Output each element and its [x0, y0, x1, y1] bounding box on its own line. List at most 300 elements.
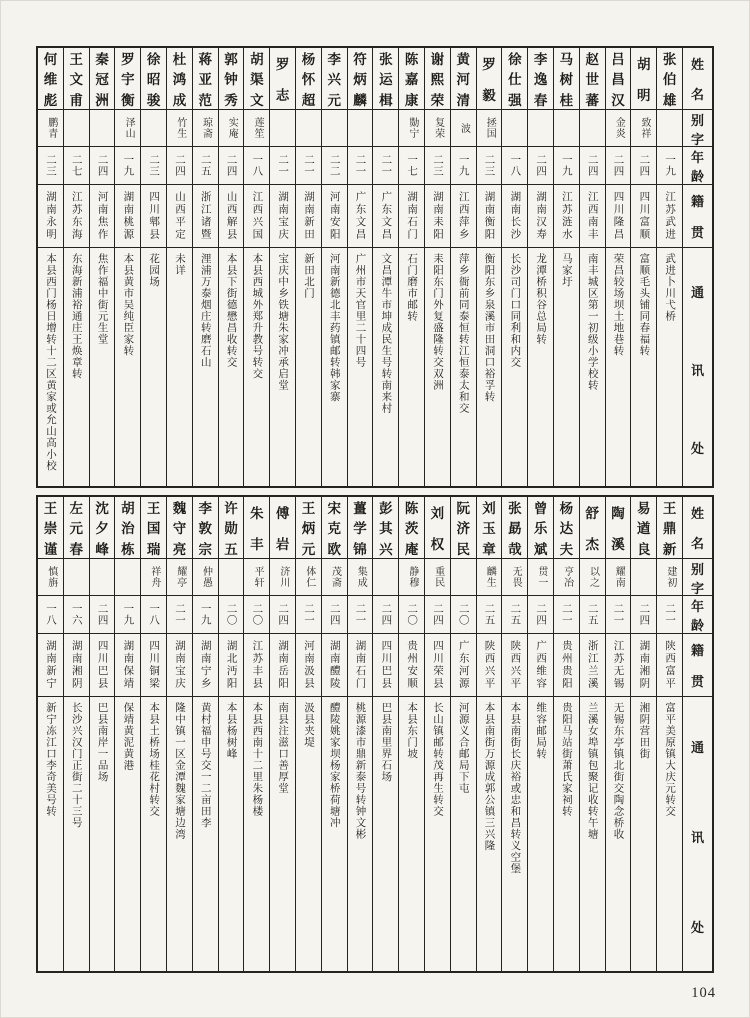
- person-column: [347, 497, 373, 971]
- name-cell-text: 王 炳 元: [301, 501, 316, 557]
- address-cell-text: 本县西门杨日增转十二区黄家或允山高小校: [44, 253, 56, 472]
- native-cell: [528, 185, 553, 248]
- address-cell: [270, 248, 295, 486]
- native-cell: [477, 634, 502, 697]
- address-cell-text: 巴县南岸一品场: [96, 702, 108, 783]
- header-address: [683, 248, 712, 486]
- address-cell-text: 本县东门坡: [406, 702, 418, 760]
- zi-cell: [399, 559, 424, 596]
- name-cell: [657, 48, 682, 110]
- age-cell-text: 二三: [148, 154, 160, 177]
- zi-cell: [219, 559, 244, 596]
- native-cell-text: 浙江兰溪: [586, 640, 598, 690]
- name-cell: [502, 48, 527, 110]
- native-cell: [64, 185, 89, 248]
- person-column: [243, 497, 269, 971]
- zi-cell: [141, 559, 166, 596]
- age-cell: [115, 147, 140, 185]
- address-cell-text: 文昌潭牛市坤成民生号转南来村: [380, 253, 392, 414]
- age-cell: [244, 596, 269, 634]
- age-cell-text: 一八: [509, 154, 521, 177]
- native-cell: [373, 185, 398, 248]
- native-cell-text: 江苏无锡: [612, 640, 624, 690]
- name-cell: [657, 497, 682, 559]
- age-cell-text: 一八: [251, 154, 263, 177]
- age-cell-text: 一九: [122, 603, 134, 626]
- address-cell: [219, 248, 244, 486]
- name-cell: [296, 497, 321, 559]
- zi-cell: [167, 110, 192, 147]
- header-address-text: 通 讯 处: [690, 740, 704, 935]
- zi-cell: [348, 110, 373, 147]
- native-cell: [606, 185, 631, 248]
- native-cell: [451, 634, 476, 697]
- person-column: [553, 48, 579, 486]
- native-cell-text: 湖南新田: [302, 191, 314, 241]
- address-cell-text: 本县西城外郑升教号转交: [251, 253, 263, 380]
- native-cell-text: 四川隆昌: [612, 191, 624, 241]
- name-cell-text: 朱 丰: [250, 506, 264, 552]
- address-cell-text: 焦作福中街元生堂: [96, 253, 108, 345]
- age-cell: [606, 147, 631, 185]
- zi-cell-text: 平轩: [252, 566, 264, 588]
- zi-cell-text: 泽山: [123, 117, 135, 139]
- name-cell-text: 胡 治 栋: [121, 501, 135, 557]
- header-zi: [683, 110, 712, 147]
- age-cell: [554, 596, 579, 634]
- age-cell-text: 二一: [612, 603, 624, 626]
- age-cell: [580, 596, 605, 634]
- address-cell-text: 巴县南里界石场: [380, 702, 392, 783]
- age-cell: [322, 147, 347, 185]
- person-column: [321, 48, 347, 486]
- native-cell: [270, 634, 295, 697]
- age-cell-text: 二四: [328, 603, 340, 626]
- zi-cell-text: 体仁: [303, 566, 315, 588]
- person-column: [38, 497, 63, 971]
- native-cell-text: 广东文昌: [380, 191, 392, 241]
- header-zi-text: 别 字: [690, 113, 704, 147]
- name-cell-text: 赵 世 蕃: [585, 52, 599, 108]
- age-cell-text: 一九: [457, 154, 469, 177]
- person-column: [527, 497, 553, 971]
- native-cell: [90, 185, 115, 248]
- name-cell: [477, 48, 502, 110]
- name-cell: [631, 48, 656, 110]
- name-cell: [193, 497, 218, 559]
- address-cell: [425, 248, 450, 486]
- address-cell: [477, 697, 502, 971]
- zi-cell: [322, 110, 347, 147]
- address-cell-text: 耒阳东门外复盛隆转交双洲: [431, 253, 443, 391]
- address-cell: [270, 697, 295, 971]
- age-cell-text: 二三: [44, 154, 56, 177]
- zi-cell: [606, 110, 631, 147]
- address-cell-text: 隆中镇一区金潭魏家塘边湾: [173, 702, 185, 840]
- native-cell: [322, 185, 347, 248]
- address-cell: [141, 697, 166, 971]
- native-cell-text: 湖南汉寿: [535, 191, 547, 241]
- address-cell: [244, 248, 269, 486]
- name-cell: [606, 497, 631, 559]
- zi-cell-text: 拯国: [484, 117, 496, 139]
- name-cell-text: 罗 志: [275, 57, 290, 103]
- age-cell-text: 二四: [380, 603, 392, 626]
- native-cell: [115, 634, 140, 697]
- person-column: [605, 48, 631, 486]
- address-cell-text: 南丰城区第一初级小学校转: [586, 253, 598, 391]
- name-cell: [90, 48, 115, 110]
- address-cell: [580, 697, 605, 971]
- address-cell-text: 本县杨树峰: [225, 702, 237, 760]
- age-cell: [90, 596, 115, 634]
- age-cell: [90, 147, 115, 185]
- zi-cell: [606, 559, 631, 596]
- age-cell: [141, 147, 166, 185]
- native-cell: [348, 634, 373, 697]
- name-cell-text: 许 勋 五: [224, 501, 238, 557]
- zi-cell-text: 亨冶: [561, 566, 573, 588]
- native-cell-text: 四川铜梁: [148, 640, 160, 690]
- person-column: [295, 497, 321, 971]
- age-cell-text: 二四: [173, 154, 185, 177]
- age-cell-text: 一九: [560, 154, 572, 177]
- age-cell: [554, 147, 579, 185]
- name-cell-text: 符 炳 麟: [353, 52, 367, 108]
- age-cell: [477, 147, 502, 185]
- age-cell-text: 二〇: [225, 603, 237, 626]
- age-cell: [115, 596, 140, 634]
- age-cell: [502, 147, 527, 185]
- native-cell: [38, 185, 63, 248]
- person-column: [501, 497, 527, 971]
- age-cell-text: 一七: [406, 154, 418, 177]
- age-cell: [528, 596, 553, 634]
- person-column: [527, 48, 553, 486]
- native-cell: [425, 634, 450, 697]
- page-content: [36, 46, 714, 973]
- age-cell-text: 二四: [535, 154, 547, 177]
- zi-cell: [451, 559, 476, 596]
- header-name-text: 姓 名: [690, 56, 704, 103]
- person-column: [450, 497, 476, 971]
- name-cell: [38, 48, 63, 110]
- name-cell: [528, 48, 553, 110]
- person-column: [89, 48, 115, 486]
- address-cell-text: 醴陵姚家坝杨家桥荷塘冲: [328, 702, 340, 829]
- name-cell: [115, 48, 140, 110]
- person-column: [501, 48, 527, 486]
- name-cell: [554, 497, 579, 559]
- name-cell: [502, 497, 527, 559]
- person-column: [347, 48, 373, 486]
- address-cell: [38, 697, 63, 971]
- age-cell: [270, 596, 295, 634]
- person-column: [140, 497, 166, 971]
- name-cell: [425, 497, 450, 559]
- address-cell: [606, 248, 631, 486]
- name-cell: [399, 497, 424, 559]
- person-column: [192, 48, 218, 486]
- name-cell-text: 徐 昭 骏: [146, 52, 161, 108]
- native-cell-text: 四川郫县: [148, 191, 160, 241]
- address-cell-text: 本县下街德懋昌收转交: [225, 253, 237, 368]
- native-cell-text: 山西解县: [225, 191, 237, 241]
- zi-cell: [502, 110, 527, 147]
- name-cell: [64, 48, 89, 110]
- address-cell: [90, 248, 115, 486]
- native-cell-text: 湖南衡阳: [483, 191, 495, 241]
- native-cell: [115, 185, 140, 248]
- zi-cell: [193, 559, 218, 596]
- native-cell: [528, 634, 553, 697]
- name-cell-text: 马 树 桂: [559, 52, 574, 108]
- address-cell: [244, 697, 269, 971]
- age-cell-text: 二四: [225, 154, 237, 177]
- native-cell-text: 江苏涟水: [560, 191, 572, 241]
- age-cell: [219, 596, 244, 634]
- address-cell: [631, 248, 656, 486]
- zi-cell: [270, 559, 295, 596]
- zi-cell: [425, 110, 450, 147]
- person-column: [114, 48, 140, 486]
- name-cell-text: 杨 怀 超: [301, 52, 316, 108]
- zi-cell-text: 麟生: [484, 566, 496, 588]
- address-cell-text: 石门磨市邮转: [406, 253, 418, 322]
- age-cell-text: 二四: [612, 154, 624, 177]
- native-cell-text: 湖南宝庆: [173, 640, 185, 690]
- name-cell: [477, 497, 502, 559]
- native-cell-text: 河南汲县: [302, 640, 314, 690]
- age-cell-text: 二四: [96, 603, 108, 626]
- native-cell: [296, 185, 321, 248]
- native-cell: [322, 634, 347, 697]
- native-cell: [657, 185, 682, 248]
- address-cell-text: 湘阴营田街: [638, 702, 650, 760]
- address-cell: [451, 248, 476, 486]
- zi-cell: [657, 559, 682, 596]
- zi-cell-text: 琼斋: [200, 117, 212, 139]
- address-cell: [90, 697, 115, 971]
- native-cell-text: 湖南湘阴: [70, 640, 82, 690]
- age-cell: [606, 596, 631, 634]
- native-cell-text: 陕西富平: [664, 640, 676, 690]
- zi-cell: [580, 559, 605, 596]
- native-cell: [554, 185, 579, 248]
- native-cell: [580, 185, 605, 248]
- name-cell-text: 宋 克 欧: [327, 501, 341, 557]
- address-cell-text: 宝庆中乡铁塘朱家冲承启堂: [277, 253, 289, 391]
- age-cell: [477, 596, 502, 634]
- zi-cell: [115, 559, 140, 596]
- age-cell-text: 二一: [354, 154, 366, 177]
- age-cell: [425, 596, 450, 634]
- age-cell-text: 一九: [122, 154, 134, 177]
- age-cell: [141, 596, 166, 634]
- zi-cell: [373, 559, 398, 596]
- age-cell-text: 二四: [535, 603, 547, 626]
- address-cell-text: 龙潭桥积谷总局转: [535, 253, 547, 345]
- header-address-text: 通 讯 处: [690, 285, 704, 456]
- name-cell-text: 王 鼎 新: [662, 501, 677, 557]
- address-cell: [554, 248, 579, 486]
- name-cell-text: 张 伯 雄: [662, 52, 677, 108]
- zi-cell: [219, 110, 244, 147]
- age-cell-text: 二七: [70, 154, 82, 177]
- name-cell-text: 王 文 甫: [69, 52, 84, 108]
- address-cell: [38, 248, 63, 486]
- age-cell-text: 二五: [586, 603, 598, 626]
- name-cell: [373, 48, 398, 110]
- address-cell-text: 马家圩: [560, 253, 572, 288]
- age-cell-text: 二四: [277, 603, 289, 626]
- native-cell: [348, 185, 373, 248]
- name-cell: [244, 48, 269, 110]
- age-cell: [348, 147, 373, 185]
- native-cell-text: 江苏武进: [664, 191, 676, 241]
- zi-cell: [90, 110, 115, 147]
- age-cell-text: 二三: [483, 154, 495, 177]
- age-cell-text: 二一: [173, 603, 185, 626]
- header-zi-text: 别 字: [690, 562, 704, 596]
- name-cell: [399, 48, 424, 110]
- native-cell-text: 湖南石门: [406, 191, 418, 241]
- native-cell-text: 陕西兴平: [509, 640, 521, 690]
- zi-cell-text: 静穆: [406, 566, 418, 588]
- zi-cell: [554, 110, 579, 147]
- age-cell: [64, 147, 89, 185]
- zi-cell-text: 耀亭: [174, 566, 186, 588]
- name-cell-text: 杨 达 夫: [559, 501, 574, 557]
- zi-cell-text: 济川: [277, 566, 289, 588]
- address-cell-text: 贵阳马站街萧氏家祠转: [560, 702, 572, 817]
- native-cell: [193, 185, 218, 248]
- age-cell-text: 二四: [638, 154, 650, 177]
- person-column: [579, 497, 605, 971]
- zi-cell-text: 竹生: [174, 117, 186, 139]
- native-cell: [38, 634, 63, 697]
- name-cell: [296, 48, 321, 110]
- address-cell: [167, 248, 192, 486]
- name-cell-text: 王 崇 谨: [43, 501, 58, 557]
- native-cell: [193, 634, 218, 697]
- name-cell: [244, 497, 269, 559]
- name-cell-text: 王 国 瑞: [146, 501, 161, 557]
- address-cell-text: 保靖黄泥黄港: [122, 702, 134, 771]
- address-cell: [167, 697, 192, 971]
- address-cell: [322, 697, 347, 971]
- person-column: [166, 497, 192, 971]
- name-cell-text: 陈 茨 庵: [404, 501, 419, 557]
- age-cell: [244, 147, 269, 185]
- address-cell-text: 河南新德北丰药镇邮转韩家寨: [328, 253, 340, 403]
- address-cell-text: 长沙兴汉门正街二十三号: [70, 702, 82, 829]
- zi-cell-text: 建初: [664, 566, 676, 588]
- native-cell-text: 四川荣县: [431, 640, 443, 690]
- address-cell: [425, 697, 450, 971]
- native-cell-text: 陕西兴平: [483, 640, 495, 690]
- age-cell-text: 二一: [277, 154, 289, 177]
- age-cell-text: 二〇: [457, 603, 469, 626]
- zi-cell: [631, 110, 656, 147]
- age-cell: [322, 596, 347, 634]
- address-cell: [631, 697, 656, 971]
- zi-cell-text: 莲笙: [252, 117, 264, 139]
- age-cell-text: 二三: [431, 154, 443, 177]
- name-cell: [270, 48, 295, 110]
- address-cell: [580, 248, 605, 486]
- zi-cell-text: 鹏青: [45, 117, 57, 139]
- address-cell-text: 荣昌较场坝土地巷转: [612, 253, 624, 357]
- address-cell: [502, 248, 527, 486]
- zi-cell: [64, 110, 89, 147]
- header-column: [682, 48, 712, 486]
- native-cell: [399, 634, 424, 697]
- address-cell-text: 广州市天官里二十四号: [354, 253, 366, 368]
- address-cell-text: 黄村福申号交一二亩田李: [199, 702, 211, 829]
- address-cell: [373, 248, 398, 486]
- person-column: [605, 497, 631, 971]
- name-cell-text: 何 维 彪: [43, 52, 58, 108]
- native-cell-text: 湖南长沙: [509, 191, 521, 241]
- address-cell: [606, 697, 631, 971]
- age-cell-text: 一八: [44, 603, 56, 626]
- zi-cell-text: 贯一: [535, 566, 547, 588]
- person-column: [166, 48, 192, 486]
- age-cell-text: 二〇: [406, 603, 418, 626]
- name-cell: [167, 48, 192, 110]
- person-column: [63, 497, 89, 971]
- name-cell: [631, 497, 656, 559]
- native-cell-text: 广东文昌: [354, 191, 366, 241]
- zi-cell: [580, 110, 605, 147]
- native-cell: [167, 634, 192, 697]
- address-cell-text: 长沙司门口同利和内交: [509, 253, 521, 368]
- zi-cell: [296, 559, 321, 596]
- zi-cell: [554, 559, 579, 596]
- name-cell-text: 刘 权: [430, 506, 445, 552]
- address-cell-text: 本县土桥场桂花村转交: [148, 702, 160, 817]
- name-cell-text: 秦 冠 洲: [95, 52, 109, 108]
- header-age-text: 年 龄: [690, 150, 704, 184]
- address-cell-text: 南县注滋口善厚堂: [277, 702, 289, 794]
- address-cell: [348, 697, 373, 971]
- native-cell-text: 湖南醴陵: [328, 640, 340, 690]
- zi-cell: [425, 559, 450, 596]
- age-cell: [270, 147, 295, 185]
- address-cell: [296, 248, 321, 486]
- zi-cell-text: 集成: [355, 566, 367, 588]
- name-cell-text: 魏 守 亮: [172, 501, 187, 557]
- native-cell: [244, 185, 269, 248]
- header-age: [683, 147, 712, 185]
- name-cell-text: 黄 河 清: [456, 52, 470, 108]
- native-cell-text: 湖南桃源: [122, 191, 134, 241]
- zi-cell: [244, 110, 269, 147]
- zi-cell: [657, 110, 682, 147]
- age-cell: [528, 147, 553, 185]
- name-cell-text: 胡 明: [637, 57, 651, 103]
- zi-cell: [141, 110, 166, 147]
- name-cell: [322, 48, 347, 110]
- address-cell: [219, 697, 244, 971]
- name-cell-text: 傅 岩: [275, 506, 290, 552]
- native-cell-text: 湖南保靖: [122, 640, 134, 690]
- zi-cell: [90, 559, 115, 596]
- address-cell-text: 汲县夹堤: [302, 702, 314, 748]
- name-cell-text: 舒 杰: [585, 506, 599, 552]
- native-cell: [425, 185, 450, 248]
